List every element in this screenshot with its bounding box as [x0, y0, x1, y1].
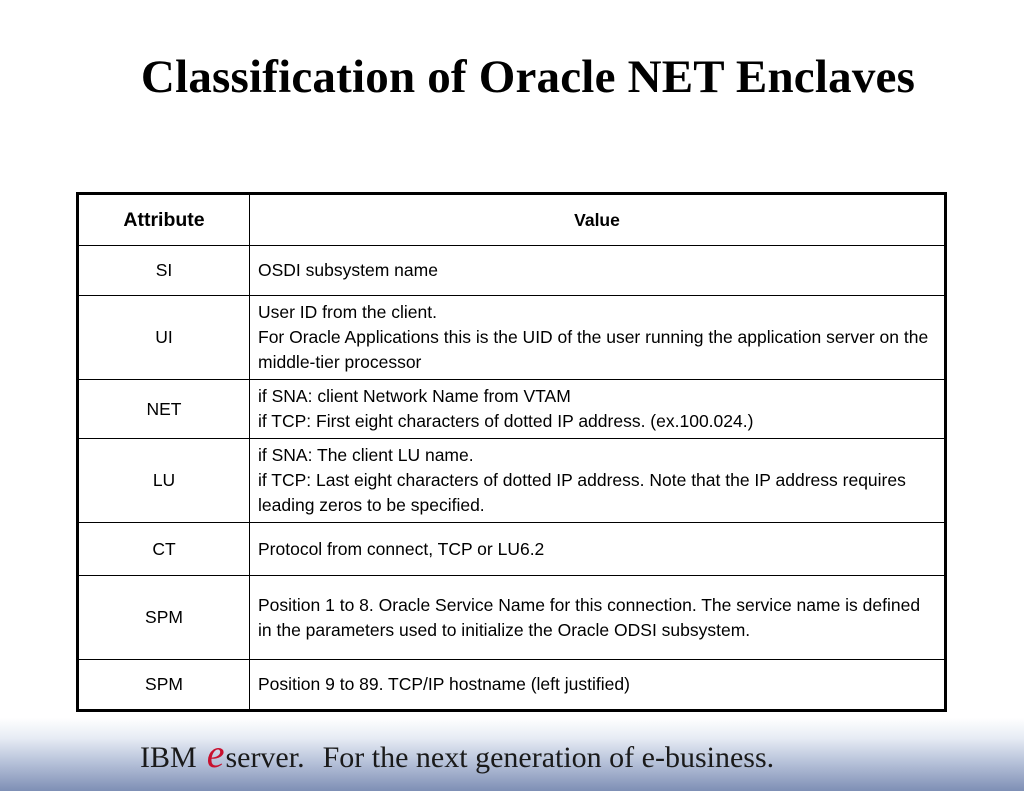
table-row	[78, 660, 946, 711]
table-row	[78, 523, 946, 576]
attribute-cell: LU	[78, 439, 250, 523]
value-cell	[250, 246, 946, 296]
slide-title: Classification of Oracle NET Enclaves	[140, 51, 916, 103]
table-row	[78, 439, 946, 523]
value-text: if SNA: client Network Name from VTAM	[258, 386, 571, 406]
value-cell	[250, 296, 946, 380]
attribute-cell: UI	[78, 296, 250, 380]
attribute-cell: SPM	[78, 576, 250, 660]
value-cell	[250, 576, 946, 660]
value-text: OSDI subsystem name	[258, 260, 438, 280]
column-header-value: Value	[250, 194, 946, 246]
value-text: if TCP: Last eight characters of dotted IP address. Note that the IP address requires leading zeros to be specified.	[258, 470, 906, 515]
eserver-e-logo-icon: e	[206, 731, 225, 776]
table-row	[78, 296, 946, 380]
attribute-cell: CT	[78, 523, 250, 576]
value-text: User ID from the client.	[258, 302, 437, 322]
table-header-row	[78, 194, 946, 246]
server-word: server.	[225, 741, 305, 774]
value-text: For Oracle Applications this is the UID of the user running the application server on the middle-tier processor	[258, 327, 929, 372]
value-cell	[250, 439, 946, 523]
attribute-cell: SI	[78, 246, 250, 296]
ibm-brand: IBM	[140, 741, 197, 774]
value-cell	[250, 523, 946, 576]
footer-banner	[140, 731, 900, 778]
table-row	[78, 380, 946, 439]
value-cell	[250, 660, 946, 711]
table-row	[78, 246, 946, 296]
value-cell	[250, 380, 946, 439]
enclave-attribute-table	[76, 192, 947, 712]
value-text: if SNA: The client LU name.	[258, 445, 474, 465]
value-text: Protocol from connect, TCP or LU6.2	[258, 538, 545, 559]
attribute-cell: SPM	[78, 660, 250, 711]
table-row	[78, 576, 946, 660]
value-text: Position 9 to 89. TCP/IP hostname (left justified)	[258, 674, 630, 694]
column-header-attribute: Attribute	[78, 194, 250, 246]
footer-tagline: For the next generation of e-business.	[322, 741, 775, 774]
attribute-cell: NET	[78, 380, 250, 439]
value-text: if TCP: First eight characters of dotted IP address. (ex.100.024.)	[258, 411, 754, 431]
value-text: Position 1 to 8. Oracle Service Name for this connection. The service name is defined in the parameters used to initialize the Oracle ODSI subsystem.	[258, 594, 921, 640]
